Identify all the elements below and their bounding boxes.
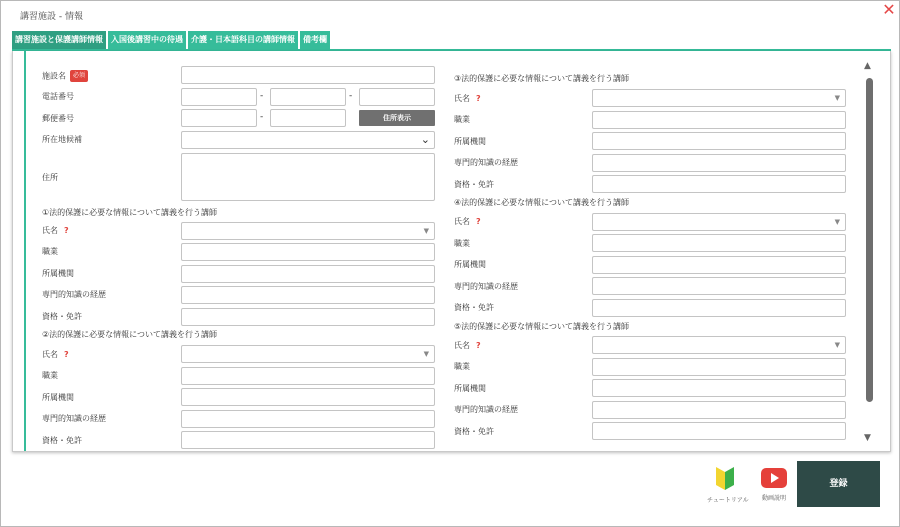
instructor-1-occupation-input[interactable]	[181, 243, 435, 261]
vertical-scrollbar[interactable]	[863, 61, 875, 443]
postal-label: 郵便番号	[42, 114, 74, 123]
instructor-1-qualification-label: 資格・免許	[42, 312, 82, 321]
facility-name-text: 施設名	[42, 71, 66, 81]
instructor-1-affiliation-label: 所属機関	[42, 269, 74, 278]
instructor-1-qualification-input[interactable]	[181, 308, 435, 326]
chevron-down-icon: ⌄	[420, 133, 430, 146]
instructor-3-affiliation-input[interactable]	[592, 132, 846, 150]
instructor-5-experience-input[interactable]	[592, 401, 846, 419]
address-textarea[interactable]	[181, 153, 435, 201]
instructor-4-occupation-label: 職業	[454, 239, 470, 248]
instructor-2-name-select[interactable]	[181, 345, 435, 363]
video-button[interactable]	[757, 467, 791, 502]
close-icon[interactable]: ✕	[882, 0, 896, 19]
instructor-4-name-label	[454, 217, 481, 227]
beginner-leaf-icon	[715, 463, 735, 491]
register-button[interactable]: 登録	[797, 461, 880, 507]
instructor-4-occupation-input[interactable]	[592, 234, 846, 252]
location-label: 所在地候補	[42, 135, 82, 144]
phone-label: 電話番号	[42, 92, 74, 101]
instructor-3-qualification-input[interactable]	[592, 175, 846, 193]
instructor-3-occupation-input[interactable]	[592, 111, 846, 129]
instructor-2-name-label	[42, 350, 69, 360]
phone-dash-2: -	[349, 91, 353, 101]
instructor-2-occupation-label: 職業	[42, 371, 58, 380]
caret-down-icon: ▼	[423, 350, 429, 358]
instructor-4-qualification-input[interactable]	[592, 299, 846, 317]
instructor-5-qualification-input[interactable]	[592, 422, 846, 440]
facility-name-label	[42, 70, 88, 82]
name-label-text: 氏名	[454, 341, 470, 350]
instructor-2-affiliation-label: 所属機関	[42, 393, 74, 402]
phone-input-1[interactable]	[181, 88, 257, 106]
caret-down-icon: ▼	[834, 94, 840, 102]
instructor-2-occupation-input[interactable]	[181, 367, 435, 385]
title-bar	[1, 1, 899, 31]
postal-dash: -	[260, 112, 264, 122]
instructor-5-header: ⑤法的保護に必要な情報について講義を行う講師	[454, 322, 630, 331]
required-mark: ?	[64, 350, 69, 359]
instructor-2-header: ②法的保護に必要な情報について講義を行う講師	[42, 330, 218, 339]
form-panel	[12, 51, 891, 452]
postal-input-2[interactable]	[270, 109, 346, 127]
video-label: 動画説明	[761, 495, 786, 502]
tab-remarks[interactable]: 備考欄	[300, 31, 330, 49]
instructor-5-name-select[interactable]	[592, 336, 846, 354]
tab-care-japanese[interactable]: 介護・日本語科目の講師情報	[188, 31, 298, 49]
facility-name-input[interactable]	[181, 66, 435, 84]
instructor-4-header: ④法的保護に必要な情報について講義を行う講師	[454, 198, 630, 207]
location-select[interactable]	[181, 131, 435, 149]
instructor-1-affiliation-input[interactable]	[181, 265, 435, 283]
tutorial-label: チュートリアル	[707, 497, 749, 504]
instructor-4-experience-input[interactable]	[592, 277, 846, 295]
required-badge: 必須	[70, 70, 88, 82]
instructor-5-occupation-input[interactable]	[592, 358, 846, 376]
required-mark: ?	[64, 226, 69, 235]
required-mark: ?	[476, 217, 481, 226]
name-label-text: 氏名	[454, 217, 470, 226]
address-label: 住所	[42, 173, 58, 182]
tab-bar	[12, 31, 332, 49]
instructor-3-name-select[interactable]	[592, 89, 846, 107]
postal-input-1[interactable]	[181, 109, 257, 127]
instructor-3-experience-input[interactable]	[592, 154, 846, 172]
instructor-3-qualification-label: 資格・免許	[454, 180, 494, 189]
caret-down-icon: ▼	[834, 341, 840, 349]
instructor-5-affiliation-input[interactable]	[592, 379, 846, 397]
instructor-4-name-select[interactable]	[592, 213, 846, 231]
instructor-1-experience-label: 専門的知識の経歴	[42, 290, 106, 299]
instructor-1-header: ①法的保護に必要な情報について講義を行う講師	[42, 208, 218, 217]
tutorial-button[interactable]	[707, 463, 749, 504]
instructor-1-name-label	[42, 226, 69, 236]
window-title: 講習施設 - 情報	[20, 12, 83, 22]
caret-down-icon: ▼	[834, 218, 840, 226]
scroll-down-icon[interactable]: ▼	[864, 433, 871, 443]
instructor-4-experience-label: 専門的知識の経歴	[454, 282, 518, 291]
scrollbar-thumb[interactable]	[866, 78, 873, 402]
instructor-3-header: ③法的保護に必要な情報について講義を行う講師	[454, 74, 630, 83]
instructor-4-qualification-label: 資格・免許	[454, 303, 494, 312]
instructor-3-occupation-label: 職業	[454, 115, 470, 124]
instructor-2-qualification-label: 資格・免許	[42, 436, 82, 445]
youtube-play-icon	[760, 467, 788, 489]
instructor-5-name-label	[454, 341, 481, 351]
instructor-5-occupation-label: 職業	[454, 362, 470, 371]
phone-input-2[interactable]	[270, 88, 346, 106]
instructor-1-occupation-label: 職業	[42, 247, 58, 256]
instructor-5-experience-label: 専門的知識の経歴	[454, 405, 518, 414]
instructor-4-affiliation-label: 所属機関	[454, 260, 486, 269]
instructor-3-name-label	[454, 94, 481, 104]
required-mark: ?	[476, 341, 481, 350]
instructor-2-affiliation-input[interactable]	[181, 388, 435, 406]
instructor-1-name-select[interactable]	[181, 222, 435, 240]
tab-treatment[interactable]: 入国後講習中の待遇	[108, 31, 186, 49]
scroll-up-icon[interactable]: ▲	[864, 61, 871, 71]
instructor-5-affiliation-label: 所属機関	[454, 384, 486, 393]
phone-dash-1: -	[260, 91, 264, 101]
instructor-2-experience-input[interactable]	[181, 410, 435, 428]
tab-facility-protection[interactable]: 講習施設と保護講師情報	[12, 31, 106, 49]
instructor-3-experience-label: 専門的知識の経歴	[454, 158, 518, 167]
required-mark: ?	[476, 94, 481, 103]
instructor-3-affiliation-label: 所属機関	[454, 137, 486, 146]
instructor-2-experience-label: 専門的知識の経歴	[42, 414, 106, 423]
address-lookup-button[interactable]: 住所表示	[359, 110, 435, 126]
instructor-1-experience-input[interactable]	[181, 286, 435, 304]
name-label-text: 氏名	[42, 226, 58, 235]
caret-down-icon: ▼	[423, 227, 429, 235]
phone-input-3[interactable]	[359, 88, 435, 106]
instructor-4-affiliation-input[interactable]	[592, 256, 846, 274]
name-label-text: 氏名	[42, 350, 58, 359]
name-label-text: 氏名	[454, 94, 470, 103]
accent-bar	[24, 51, 26, 452]
instructor-2-qualification-input[interactable]	[181, 431, 435, 449]
instructor-5-qualification-label: 資格・免許	[454, 427, 494, 436]
